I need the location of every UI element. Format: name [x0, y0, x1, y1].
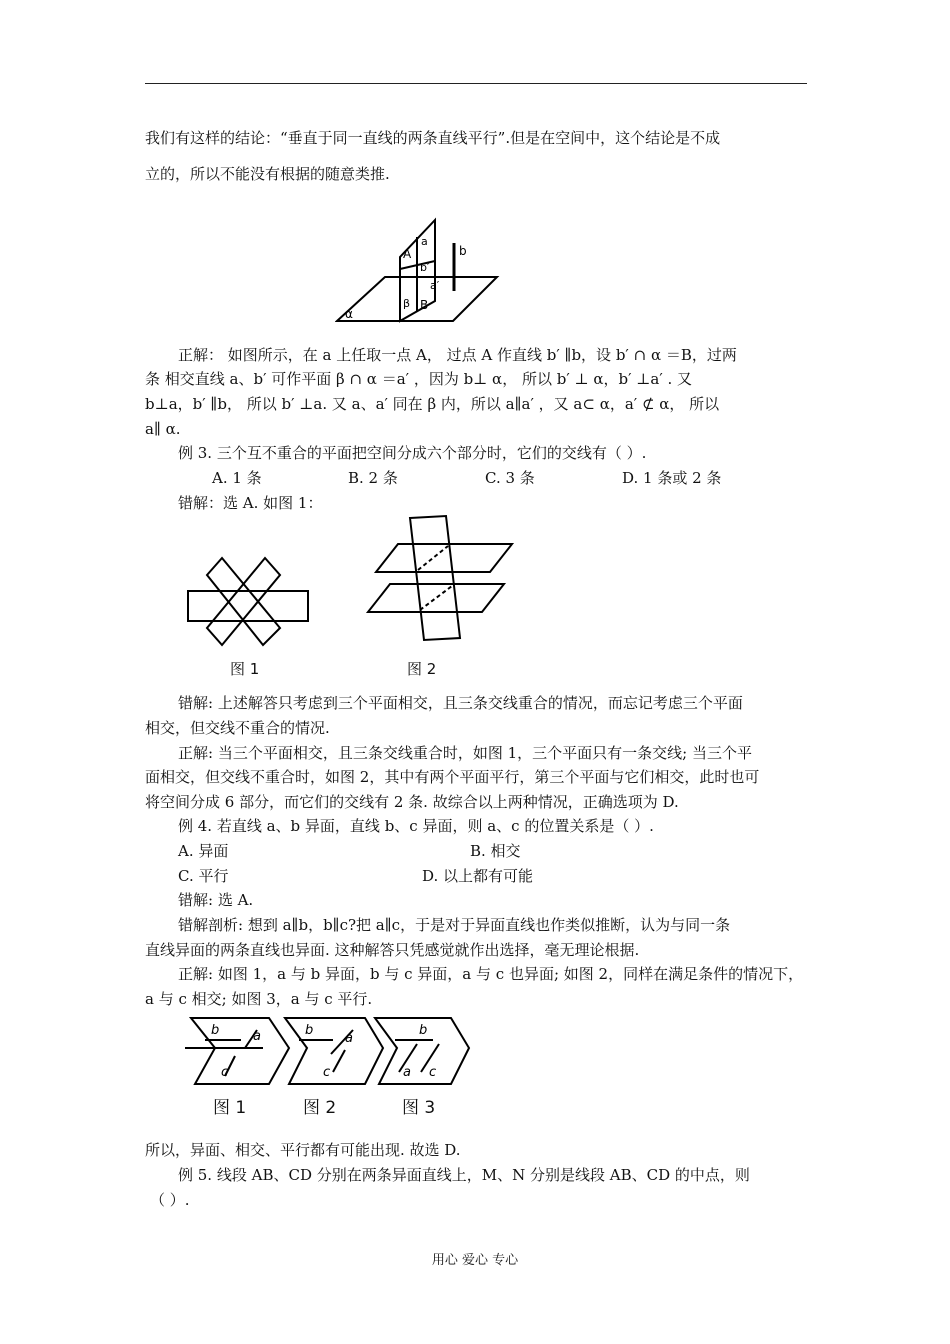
- ex3-correct-2: 面相交，但交线不重合时，如图 2，其中有两个平面平行，第三个平面与它们相交，此时也可: [145, 768, 760, 786]
- example4-option-c: C. 平行: [178, 867, 229, 885]
- plane-cutting: [410, 516, 460, 640]
- example4-wrong: 错解: 选 A.: [178, 891, 254, 909]
- example3-option-d: D. 1 条或 2 条: [622, 469, 722, 487]
- plane-upper: [376, 544, 512, 572]
- solution1-line-2: 条 相交直线 a、b′ 可作平面 β ∩ α ＝a′ ，因为 b⊥ α， 所以 b′ ⊥ α，b′ ⊥a′ . 又: [145, 370, 693, 388]
- label-beta: β: [403, 297, 411, 310]
- example3-option-b: B. 2 条: [348, 469, 398, 487]
- fig1-label-b: b: [211, 1023, 220, 1038]
- plane-horizontal: [188, 591, 308, 621]
- label-b: b: [459, 244, 467, 258]
- page-footer: 用心 爱心 专心: [431, 1253, 519, 1268]
- ex4-fig1-caption: 图 1: [213, 1098, 247, 1118]
- label-a-prime: a′: [430, 279, 440, 292]
- fig1-label-c: c: [221, 1065, 229, 1080]
- fig3-label-b: b: [419, 1023, 428, 1038]
- example4-option-d: D. 以上都有可能: [422, 867, 534, 885]
- example4-correct-1: 正解: 如图 1，a 与 b 异面，b 与 c 异面，a 与 c 也异面; 如图 2，同样在满足条件的情况下，: [178, 965, 804, 983]
- fig2-label-c: c: [323, 1065, 331, 1080]
- solution1-line-4: a∥ α.: [145, 420, 181, 438]
- label-a: a: [421, 235, 428, 248]
- ex4-fig3-caption: 图 3: [402, 1098, 436, 1118]
- example4-option-b: B. 相交: [470, 842, 521, 860]
- example4-analysis-2: 直线异面的两条直线也异面. 这种解答只凭感觉就作出选择，毫无理论根据.: [145, 941, 640, 959]
- example3-wrong: 错解：选 A. 如图 1：: [178, 494, 323, 512]
- ex3-correct-3: 将空间分成 6 部分，而它们的交线有 2 条. 故综合以上两种情况，正确选项为 D.: [145, 793, 679, 811]
- example3-option-c: C. 3 条: [485, 469, 535, 487]
- ex4-fig2-caption: 图 2: [303, 1098, 337, 1118]
- example4-option-a: A. 异面: [178, 842, 229, 860]
- ex3-fig1-caption: 图 1: [230, 660, 260, 678]
- figure-planes: [335, 215, 505, 325]
- example3-question: 例 3. 三个互不重合的平面把空间分成六个部分时，它们的交线有（ ）.: [178, 444, 647, 462]
- fig1-plane: [191, 1018, 289, 1084]
- example5-line-1: 例 5. 线段 AB、CD 分别在两条异面直线上，M、N 分别是线段 AB、CD 的中点，则: [178, 1166, 750, 1184]
- ex3-wrong-analysis-1: 错解: 上述解答只考虑到三个平面相交，且三条交线重合的情况，而忘记考虑三个平面: [178, 694, 743, 712]
- label-A: A: [403, 247, 412, 261]
- example5-line-2: （ ）.: [150, 1191, 190, 1209]
- fig2-label-a: a: [345, 1031, 353, 1046]
- solution1-line-1: 正解： 如图所示，在 a 上任取一点 A， 过点 A 作直线 b′ ∥b，设 b′ ∩ α ＝B，过两: [178, 346, 737, 364]
- fig3-label-c: c: [429, 1065, 437, 1080]
- solution1-line-3: b⊥a，b′ ∥b， 所以 b′ ⊥a. 又 a、a′ 同在 β 内，所以 a∥a′ ，又 a⊂ α，a′ ⊄ α， 所以: [145, 395, 720, 413]
- fig1-label-a: a: [253, 1029, 261, 1044]
- ex3-correct-1: 正解: 当三个平面相交，且三条交线重合时，如图 1，三个平面只有一条交线; 当三个平: [178, 744, 752, 762]
- example3-option-a: A. 1 条: [212, 469, 262, 487]
- example4-conclusion: 所以，异面、相交、平行都有可能出现. 故选 D.: [145, 1141, 461, 1159]
- label-B: B: [420, 298, 429, 312]
- ex3-fig2-caption: 图 2: [407, 660, 437, 678]
- label-alpha: α: [345, 307, 353, 321]
- plane-lower: [368, 584, 504, 612]
- intro-line-1: 我们有这样的结论：“垂直于同一直线的两条直线平行”.但是在空间中，这个结论是不成: [145, 129, 721, 147]
- plane-diagonal-2: [207, 558, 280, 645]
- label-b-prime: b′: [420, 261, 430, 274]
- header-rule: [145, 83, 807, 84]
- figure-ex4: [183, 1014, 473, 1090]
- plane-diagonal-1: [207, 558, 280, 645]
- fig3-label-a: a: [403, 1065, 411, 1080]
- example4-correct-2: a 与 c 相交; 如图 3，a 与 c 平行.: [145, 990, 373, 1008]
- intro-line-2: 立的，所以不能没有根据的随意类推.: [145, 165, 390, 183]
- example4-analysis-1: 错解剖析: 想到 a∥b，b∥c?把 a∥c，于是对于异面直线也作类似推断，认为与同一条: [178, 916, 731, 934]
- ex3-wrong-analysis-2: 相交，但交线不重合的情况.: [145, 719, 330, 737]
- example4-question: 例 4. 若直线 a、b 异面，直线 b、c 异面，则 a、c 的位置关系是（ ）.: [178, 817, 654, 835]
- fig2-label-b: b: [305, 1023, 314, 1038]
- figure-ex3-1: [185, 525, 315, 655]
- figure-ex3-2: [360, 510, 520, 650]
